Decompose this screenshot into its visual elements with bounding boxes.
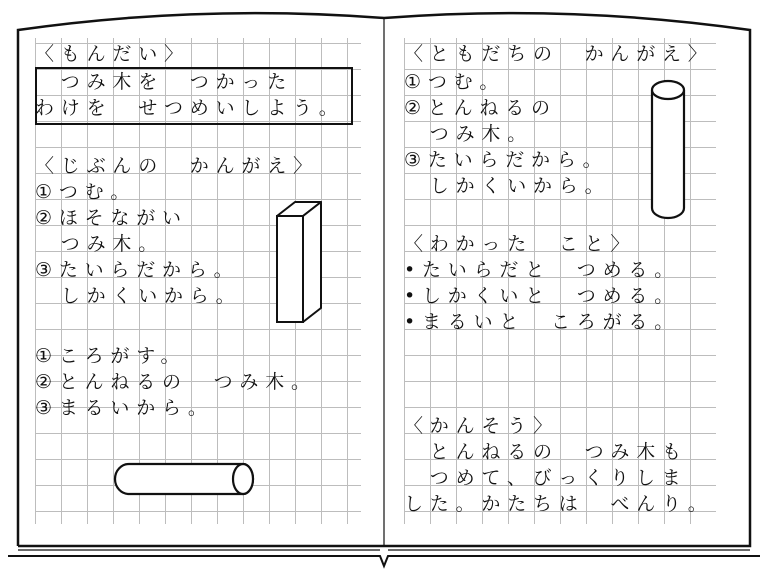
friend-idea-line: ②とんねるの xyxy=(404,97,557,119)
my-idea-heading: 〈じぶんの かんがえ〉 xyxy=(35,155,319,177)
problem-line-1: つみ木を つかった xyxy=(35,71,294,93)
understood-line: •しかくいと つめる。 xyxy=(404,285,681,307)
roll-line: ②とんねるの つみ木。 xyxy=(35,371,317,393)
roll-line: ①ころがす。 xyxy=(35,345,187,367)
friend-idea-line: つみ木。 xyxy=(404,123,534,145)
friend-idea-line: しかくいから。 xyxy=(404,175,611,197)
impression-line: とんねるの つみ木も xyxy=(404,441,688,463)
impression-heading: 〈かんそう〉 xyxy=(404,415,559,437)
understood-line: •たいらだと つめる。 xyxy=(404,259,681,281)
problem-heading: 〈もんだい〉 xyxy=(35,43,190,65)
my-idea-line: つみ木。 xyxy=(35,233,165,255)
tall-block-drawing xyxy=(273,198,333,328)
left-page-grid xyxy=(35,38,361,524)
understood-heading: 〈わかった こと〉 xyxy=(404,233,637,255)
friend-idea-heading: 〈ともだちの かんがえ〉 xyxy=(404,43,714,65)
right-page-grid xyxy=(404,38,716,524)
impression-line: つめて、びっくりしま xyxy=(404,467,688,489)
my-idea-line: しかくいから。 xyxy=(35,285,242,307)
friend-idea-line: ③たいらだから。 xyxy=(404,149,609,171)
roll-line: ③まるいから。 xyxy=(35,397,214,419)
impression-line: した。かたちは べんり。 xyxy=(404,493,714,515)
my-idea-line: ②ほそながい xyxy=(35,207,188,229)
my-idea-line: ①つむ。 xyxy=(35,181,137,203)
problem-line-2: わけを せつめいしよう。 xyxy=(35,97,345,119)
lying-cylinder-drawing xyxy=(113,460,263,500)
understood-line: •まるいと ころがる。 xyxy=(404,311,681,333)
friend-idea-line: ①つむ。 xyxy=(404,71,506,93)
my-idea-line: ③たいらだから。 xyxy=(35,259,240,281)
standing-cylinder-drawing xyxy=(648,78,688,223)
